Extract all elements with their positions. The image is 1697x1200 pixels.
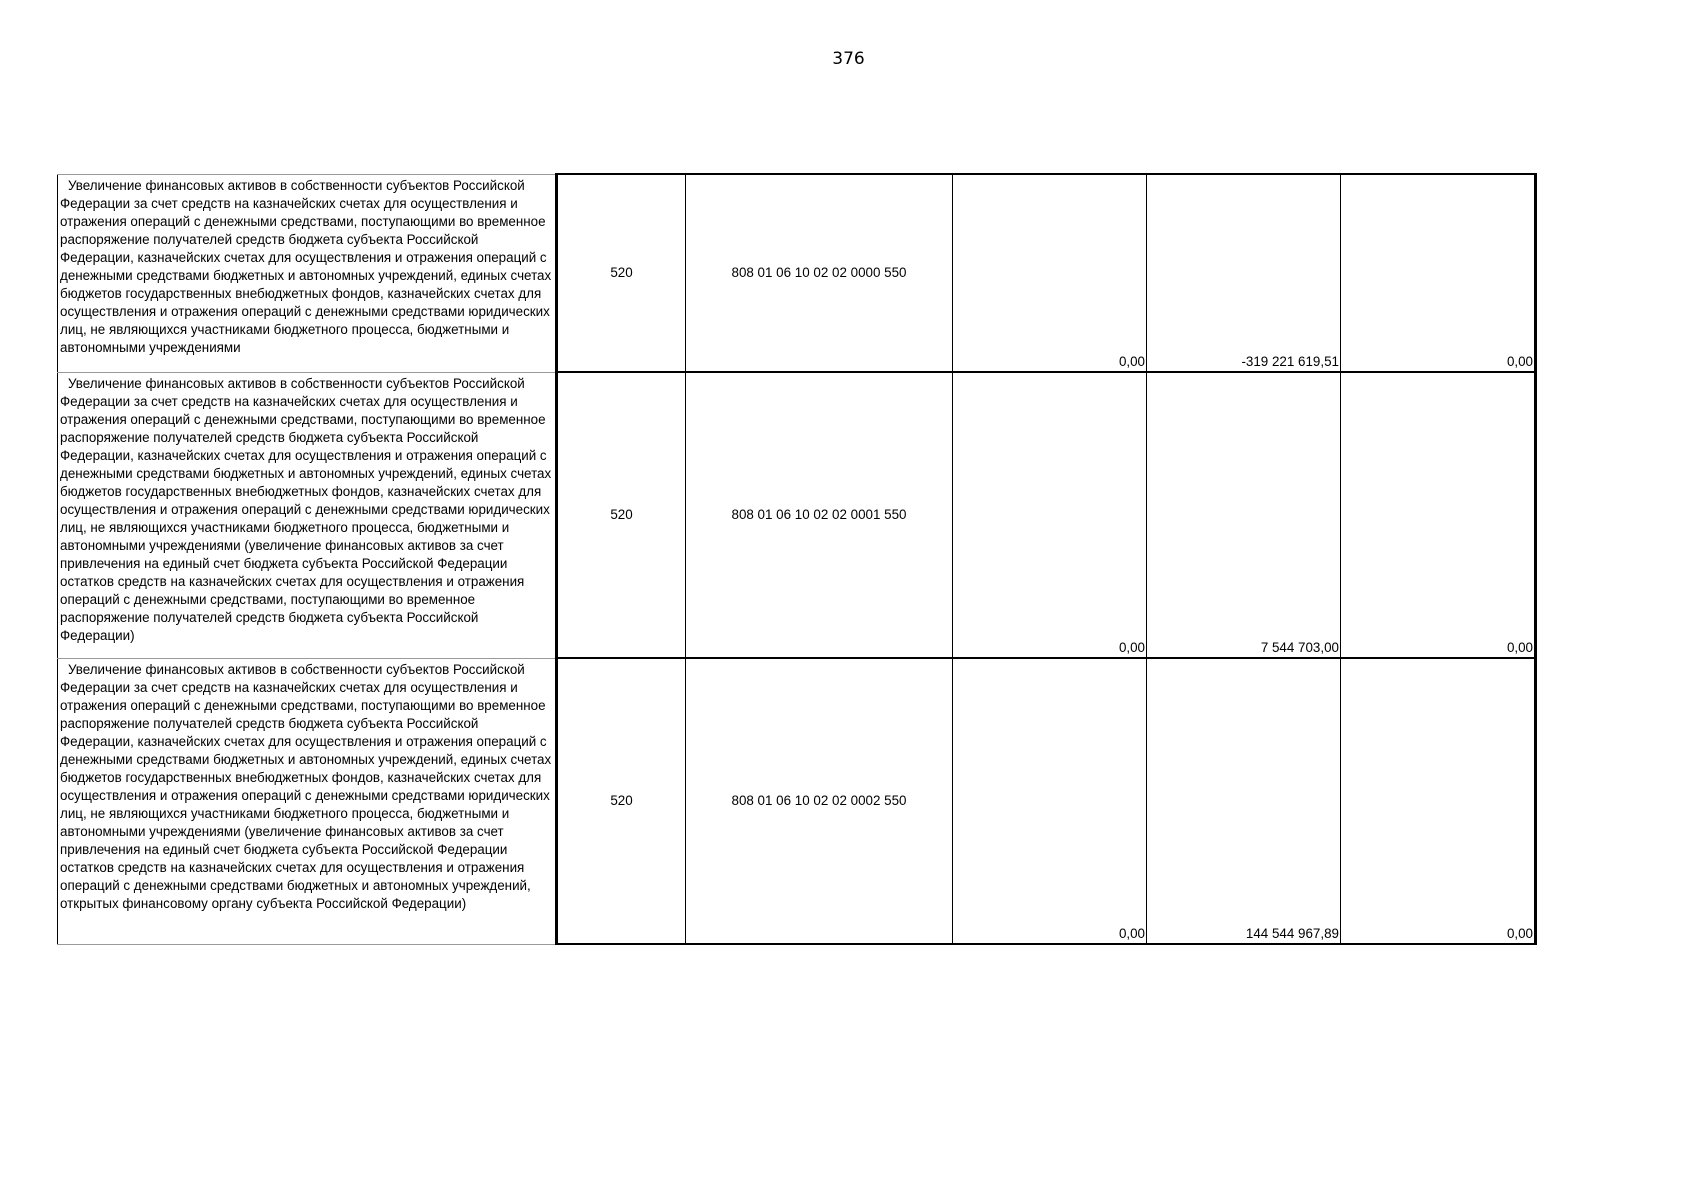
row-value-2: 144 544 967,89 xyxy=(1147,658,1341,944)
row-value-1: 0,00 xyxy=(953,372,1147,658)
table-row xyxy=(58,372,1536,658)
row-kbk: 808 01 06 10 02 02 0002 550 xyxy=(686,658,953,944)
row-value-2: 7 544 703,00 xyxy=(1147,372,1341,658)
row-value-2: -319 221 619,51 xyxy=(1147,174,1341,372)
row-value-1: 0,00 xyxy=(953,658,1147,944)
row-description: Увеличение финансовых активов в собственности субъектов Российской Федерации за счет средств на казначейских счетах для осуществления и отражения операций с денежными средствами, поступающими во временное распоряжение получателей средств бюджета субъекта Российской Федерации, казначейских счетах для осуществления и отражения операций с денежными средствами бюджетных и автономных учреждений, единых счетах бюджетов государственных внебюджетных фондов, казначейских счетах для осуществления и отражения операций с денежными средствами юридических лиц, не являющихся участниками бюджетного процесса, бюджетными и автономными учреждениями (увеличение финансовых активов за счет привлечения на единый счет бюджета субъекта Российской Федерации остатков средств на казначейских счетах для осуществления и отражения операций с денежными средствами, поступающими во временное распоряжение получателей средств бюджета субъекта Российской Федерации) xyxy=(60,375,552,643)
row-description-cell xyxy=(58,174,557,372)
row-description: Увеличение финансовых активов в собственности субъектов Российской Федерации за счет средств на казначейских счетах для осуществления и отражения операций с денежными средствами, поступающими во временное распоряжение получателей средств бюджета субъекта Российской Федерации, казначейских счетах для осуществления и отражения операций с денежными средствами бюджетных и автономных учреждений, единых счетах бюджетов государственных внебюджетных фондов, казначейских счетах для осуществления и отражения операций с денежными средствами юридических лиц, не являющихся участниками бюджетного процесса, бюджетными и автономными учреждениями xyxy=(60,177,552,355)
row-description: Увеличение финансовых активов в собственности субъектов Российской Федерации за счет средств на казначейских счетах для осуществления и отражения операций с денежными средствами, поступающими во временное распоряжение получателей средств бюджета субъекта Российской Федерации, казначейских счетах для осуществления и отражения операций с денежными средствами бюджетных и автономных учреждений, единых счетах бюджетов государственных внебюджетных фондов, казначейских счетах для осуществления и отражения операций с денежными средствами юридических лиц, не являющихся участниками бюджетного процесса, бюджетными и автономными учреждениями (увеличение финансовых активов за счет привлечения на единый счет бюджета субъекта Российской Федерации остатков средств на казначейских счетах для осуществления и отражения операций с денежными средствами бюджетных и автономных учреждений, открытых финансовому органу субъекта Российской Федерации) xyxy=(60,661,552,911)
row-code: 520 xyxy=(557,372,686,658)
row-value-3: 0,00 xyxy=(1341,174,1536,372)
page-number: 376 xyxy=(832,49,865,69)
row-value-3: 0,00 xyxy=(1341,372,1536,658)
table-row xyxy=(58,658,1536,944)
row-code: 520 xyxy=(557,658,686,944)
row-kbk: 808 01 06 10 02 02 0000 550 xyxy=(686,174,953,372)
row-kbk: 808 01 06 10 02 02 0001 550 xyxy=(686,372,953,658)
row-description-cell xyxy=(58,658,557,944)
financial-table xyxy=(57,173,1537,945)
row-code: 520 xyxy=(557,174,686,372)
row-description-cell xyxy=(58,372,557,658)
table-row xyxy=(58,174,1536,372)
row-value-3: 0,00 xyxy=(1341,658,1536,944)
row-value-1: 0,00 xyxy=(953,174,1147,372)
